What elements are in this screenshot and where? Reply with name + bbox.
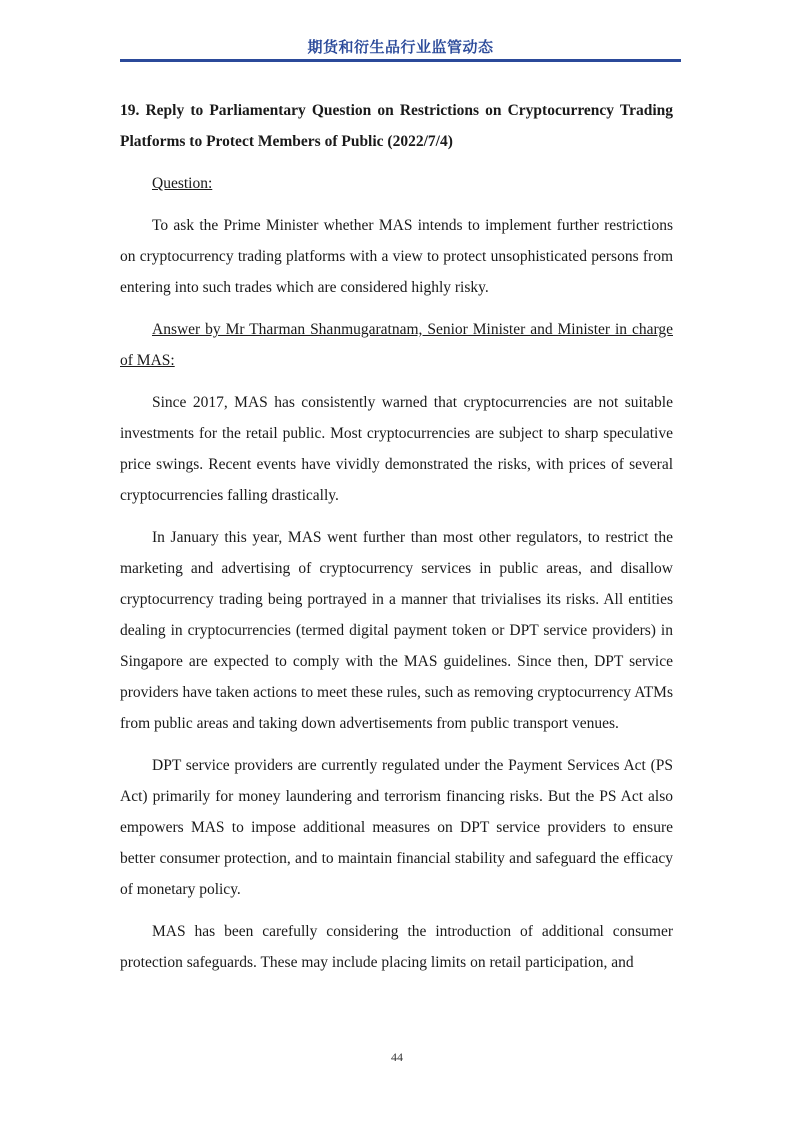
question-text: To ask the Prime Minister whether MAS intends to implement further restrictions on cryptocurrency trading platforms with a view to protect unsophisticated persons from entering into such trades which are considered highly risky. (120, 217, 673, 296)
answer-paragraph-3: DPT service providers are currently regulated under the Payment Services Act (PS Act) primarily for money laundering and terrorism financing risks. But the PS Act also empowers MAS to impose additional measures on DPT service providers to ensure better consumer protection, and to maintain financial stability and safeguard the efficacy of monetary policy. (120, 757, 673, 898)
header-title: 期货和衍生品行业监管动态 (307, 38, 494, 56)
answer-paragraph-2: In January this year, MAS went further than most other regulators, to restrict the marketing and advertising of cryptocurrency services in public areas, and disallow cryptocurrency trading being portrayed in a manner that trivialises its risks. All entities dealing in cryptocurrencies (termed digital payment token or DPT service providers) in Singapore are expected to comply with the MAS guidelines. Since then, DPT service providers have taken actions to meet these rules, such as removing cryptocurrency ATMs from public areas and taking down advertisements from public transport venues. (120, 529, 673, 732)
section-heading: 19. Reply to Parliamentary Question on Restrictions on Cryptocurrency Trading Platforms to Protect Members of Public (2022/7/4) (120, 102, 673, 150)
answer-paragraph-4: MAS has been carefully considering the introduction of additional consumer protection safeguards. These may include placing limits on retail participation, and (120, 923, 673, 971)
page-header (120, 36, 681, 58)
header-divider (120, 59, 681, 62)
answer-label: Answer by Mr Tharman Shanmugaratnam, Senior Minister and Minister in charge of MAS: (120, 321, 673, 369)
page-number: 44 (391, 1050, 403, 1064)
answer-paragraph-1: Since 2017, MAS has consistently warned that cryptocurrencies are not suitable investments for the retail public. Most cryptocurrencies are subject to sharp speculative price swings. Recent events have vividly demonstrated the risks, with prices of several cryptocurrencies falling drastically. (120, 394, 673, 504)
question-label: Question: (152, 175, 213, 192)
document-body (120, 95, 673, 989)
